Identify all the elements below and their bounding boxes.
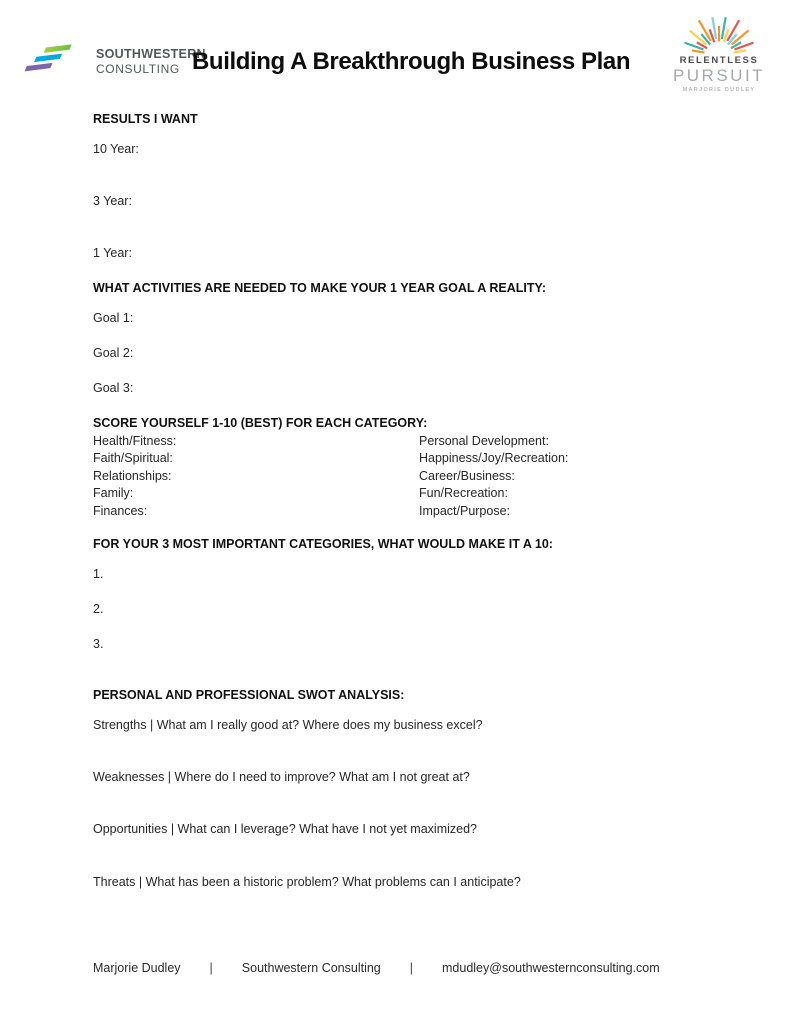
score-category-personal-development: Personal Development: xyxy=(419,434,549,448)
score-category-happiness: Happiness/Joy/Recreation: xyxy=(419,451,569,466)
swot-strengths: Strengths | What am I really good at? Where does my business excel? xyxy=(93,718,483,732)
brand-bar-blue xyxy=(34,54,62,62)
score-category-finances: Finances: xyxy=(93,503,148,518)
score-category-fun: Fun/Recreation: xyxy=(419,486,508,501)
page-title: Building A Breakthrough Business Plan xyxy=(192,48,631,75)
top-category-2: 2. xyxy=(93,602,104,616)
results-item-1-year: 1 Year: xyxy=(93,246,132,260)
score-category-health: Health/Fitness: xyxy=(93,434,177,448)
badge-owner-name: MARJORIE DUDLEY xyxy=(682,87,756,93)
score-category-career: Career/Business: xyxy=(419,468,515,483)
score-category-grid xyxy=(93,433,568,520)
results-item-3-year: 3 Year: xyxy=(93,194,132,208)
top-category-1: 1. xyxy=(93,567,104,581)
activities-heading: WHAT ACTIVITIES ARE NEEDED TO MAKE YOUR 1 YEAR GOAL A REALITY: xyxy=(93,281,547,295)
activities-goal-1: Goal 1: xyxy=(93,311,134,325)
brand-wordmark xyxy=(96,47,206,76)
swot-heading: PERSONAL AND PROFESSIONAL SWOT ANALYSIS: xyxy=(93,688,405,702)
footer-company-name: Southwestern Consulting xyxy=(241,961,381,975)
results-item-10-year: 10 Year: xyxy=(93,142,139,156)
badge-pursuit-label: PURSUIT xyxy=(672,66,766,85)
footer-author-name: Marjorie Dudley xyxy=(93,961,181,975)
swot-weaknesses: Weaknesses | Where do I need to improve? What am I not great at? xyxy=(93,770,470,784)
swot-threats: Threats | What has been a historic problem? What problems can I anticipate? xyxy=(93,875,521,889)
footer-separator: | xyxy=(409,961,414,975)
top-categories-heading: FOR YOUR 3 MOST IMPORTANT CATEGORIES, WHAT WOULD MAKE IT A 10: xyxy=(93,537,553,551)
score-category-relationships: Relationships: xyxy=(93,468,172,483)
footer xyxy=(93,961,660,975)
relentless-pursuit-badge xyxy=(667,13,771,93)
score-category-impact: Impact/Purpose: xyxy=(419,503,511,518)
brand-name-line1: SOUTHWESTERN xyxy=(96,47,206,61)
brand-name-line2: CONSULTING xyxy=(96,62,180,76)
score-category-faith: Faith/Spiritual: xyxy=(93,451,173,466)
brand-bars-icon xyxy=(22,44,77,77)
badge-relentless-label: RELENTLESS xyxy=(679,55,759,66)
footer-separator: | xyxy=(209,961,213,975)
top-category-3: 3. xyxy=(93,637,104,651)
footer-email: mdudley@southwesternconsulting.com xyxy=(442,961,660,975)
score-heading: SCORE YOURSELF 1-10 (BEST) FOR EACH CATEGORY: xyxy=(93,416,428,430)
results-heading: RESULTS I WANT xyxy=(93,112,198,126)
swot-opportunities: Opportunities | What can I leverage? What have I not yet maximized? xyxy=(93,822,477,836)
brand-bar-purple xyxy=(25,63,53,71)
sunburst-icon xyxy=(677,13,761,57)
activities-goal-3: Goal 3: xyxy=(93,381,134,395)
score-category-family: Family: xyxy=(93,486,134,501)
activities-goal-2: Goal 2: xyxy=(93,346,134,360)
brand-bar-green xyxy=(44,44,72,52)
